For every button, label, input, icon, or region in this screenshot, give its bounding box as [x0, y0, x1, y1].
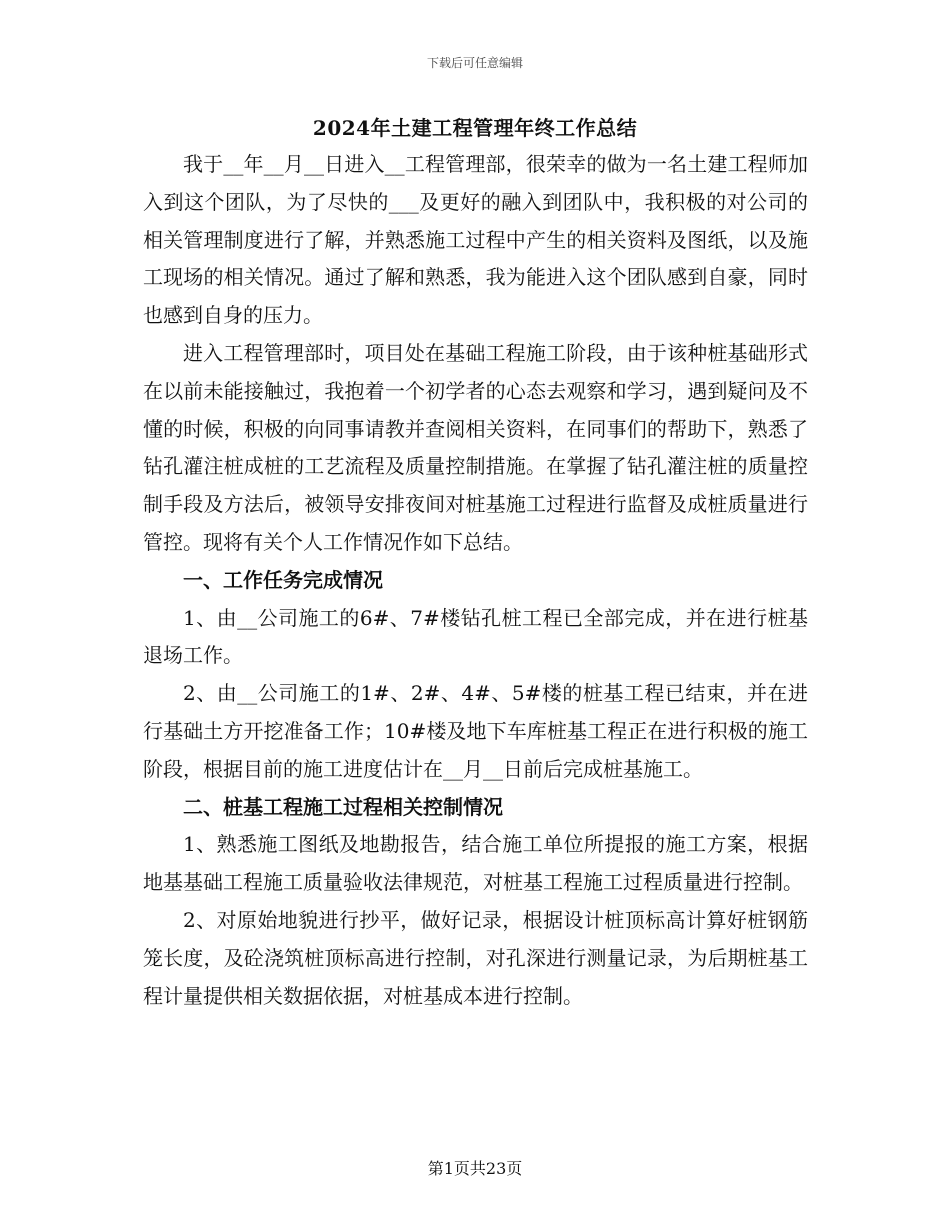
body-paragraph: 我于__年__月__日进入__工程管理部，很荣幸的做为一名土建工程师加入到这个团队，为了尽快的___及更好的融入到团队中，我积极的对公司的相关管理制度进行了解，并熟悉施工过程中产生的相关资料及图纸，以及施工现场的相关情况。通过了解和熟悉，我为能进入这个团队感到自豪，同时也感到自身的压力。 — [143, 152, 808, 328]
body-paragraph: 2、由__公司施工的1#、2#、4#、5#楼的桩基工程已结束，并在进行基础土方开挖准备工作；10#楼及地下车库桩基工程正在进行积极的施工阶段，根据目前的施工进度估计在__月__日前后完成桩基施工。 — [143, 681, 808, 781]
body-paragraph: 2、对原始地貌进行抄平，做好记录，根据设计桩顶标高计算好桩钢筋笼长度，及砼浇筑桩顶标高进行控制，对孔深进行测量记录，为后期桩基工程计量提供相关数据依据，对桩基成本进行控制。 — [143, 907, 808, 1008]
body-paragraph: 1、由__公司施工的6#、7#楼钻孔桩工程已全部完成，并在进行桩基退场工作。 — [143, 605, 808, 668]
section-heading: 二、桩基工程施工过程相关控制情况 — [183, 794, 503, 819]
section-heading: 一、工作任务完成情况 — [183, 567, 383, 592]
document-body — [143, 146, 808, 1015]
page-number-footer: 第1页共23页 — [427, 1159, 523, 1178]
body-paragraph: 进入工程管理部时，项目处在基础工程施工阶段，由于该种桩基础形式在以前未能接触过，我抱着一个初学者的心态去观察和学习，遇到疑问及不懂的时候，积极的向同事请教并查阅相关资料，在同事们的帮助下，熟悉了钻孔灌注桩成桩的工艺流程及质量控制措施。在掌握了钻孔灌注桩的质量控制手段及方法后，被领导安排夜间对桩基施工过程进行监督及成桩质量进行管控。现将有关个人工作情况作如下总结。 — [143, 340, 808, 554]
page-header-note: 下载后可任意编辑 — [426, 56, 523, 70]
body-paragraph: 1、熟悉施工图纸及地勘报告，结合施工单位所提报的施工方案，根据地基基础工程施工质量验收法律规范，对桩基工程施工过程质量进行控制。 — [143, 832, 808, 895]
document-title: 2024年土建工程管理年终工作总结 — [312, 116, 638, 140]
